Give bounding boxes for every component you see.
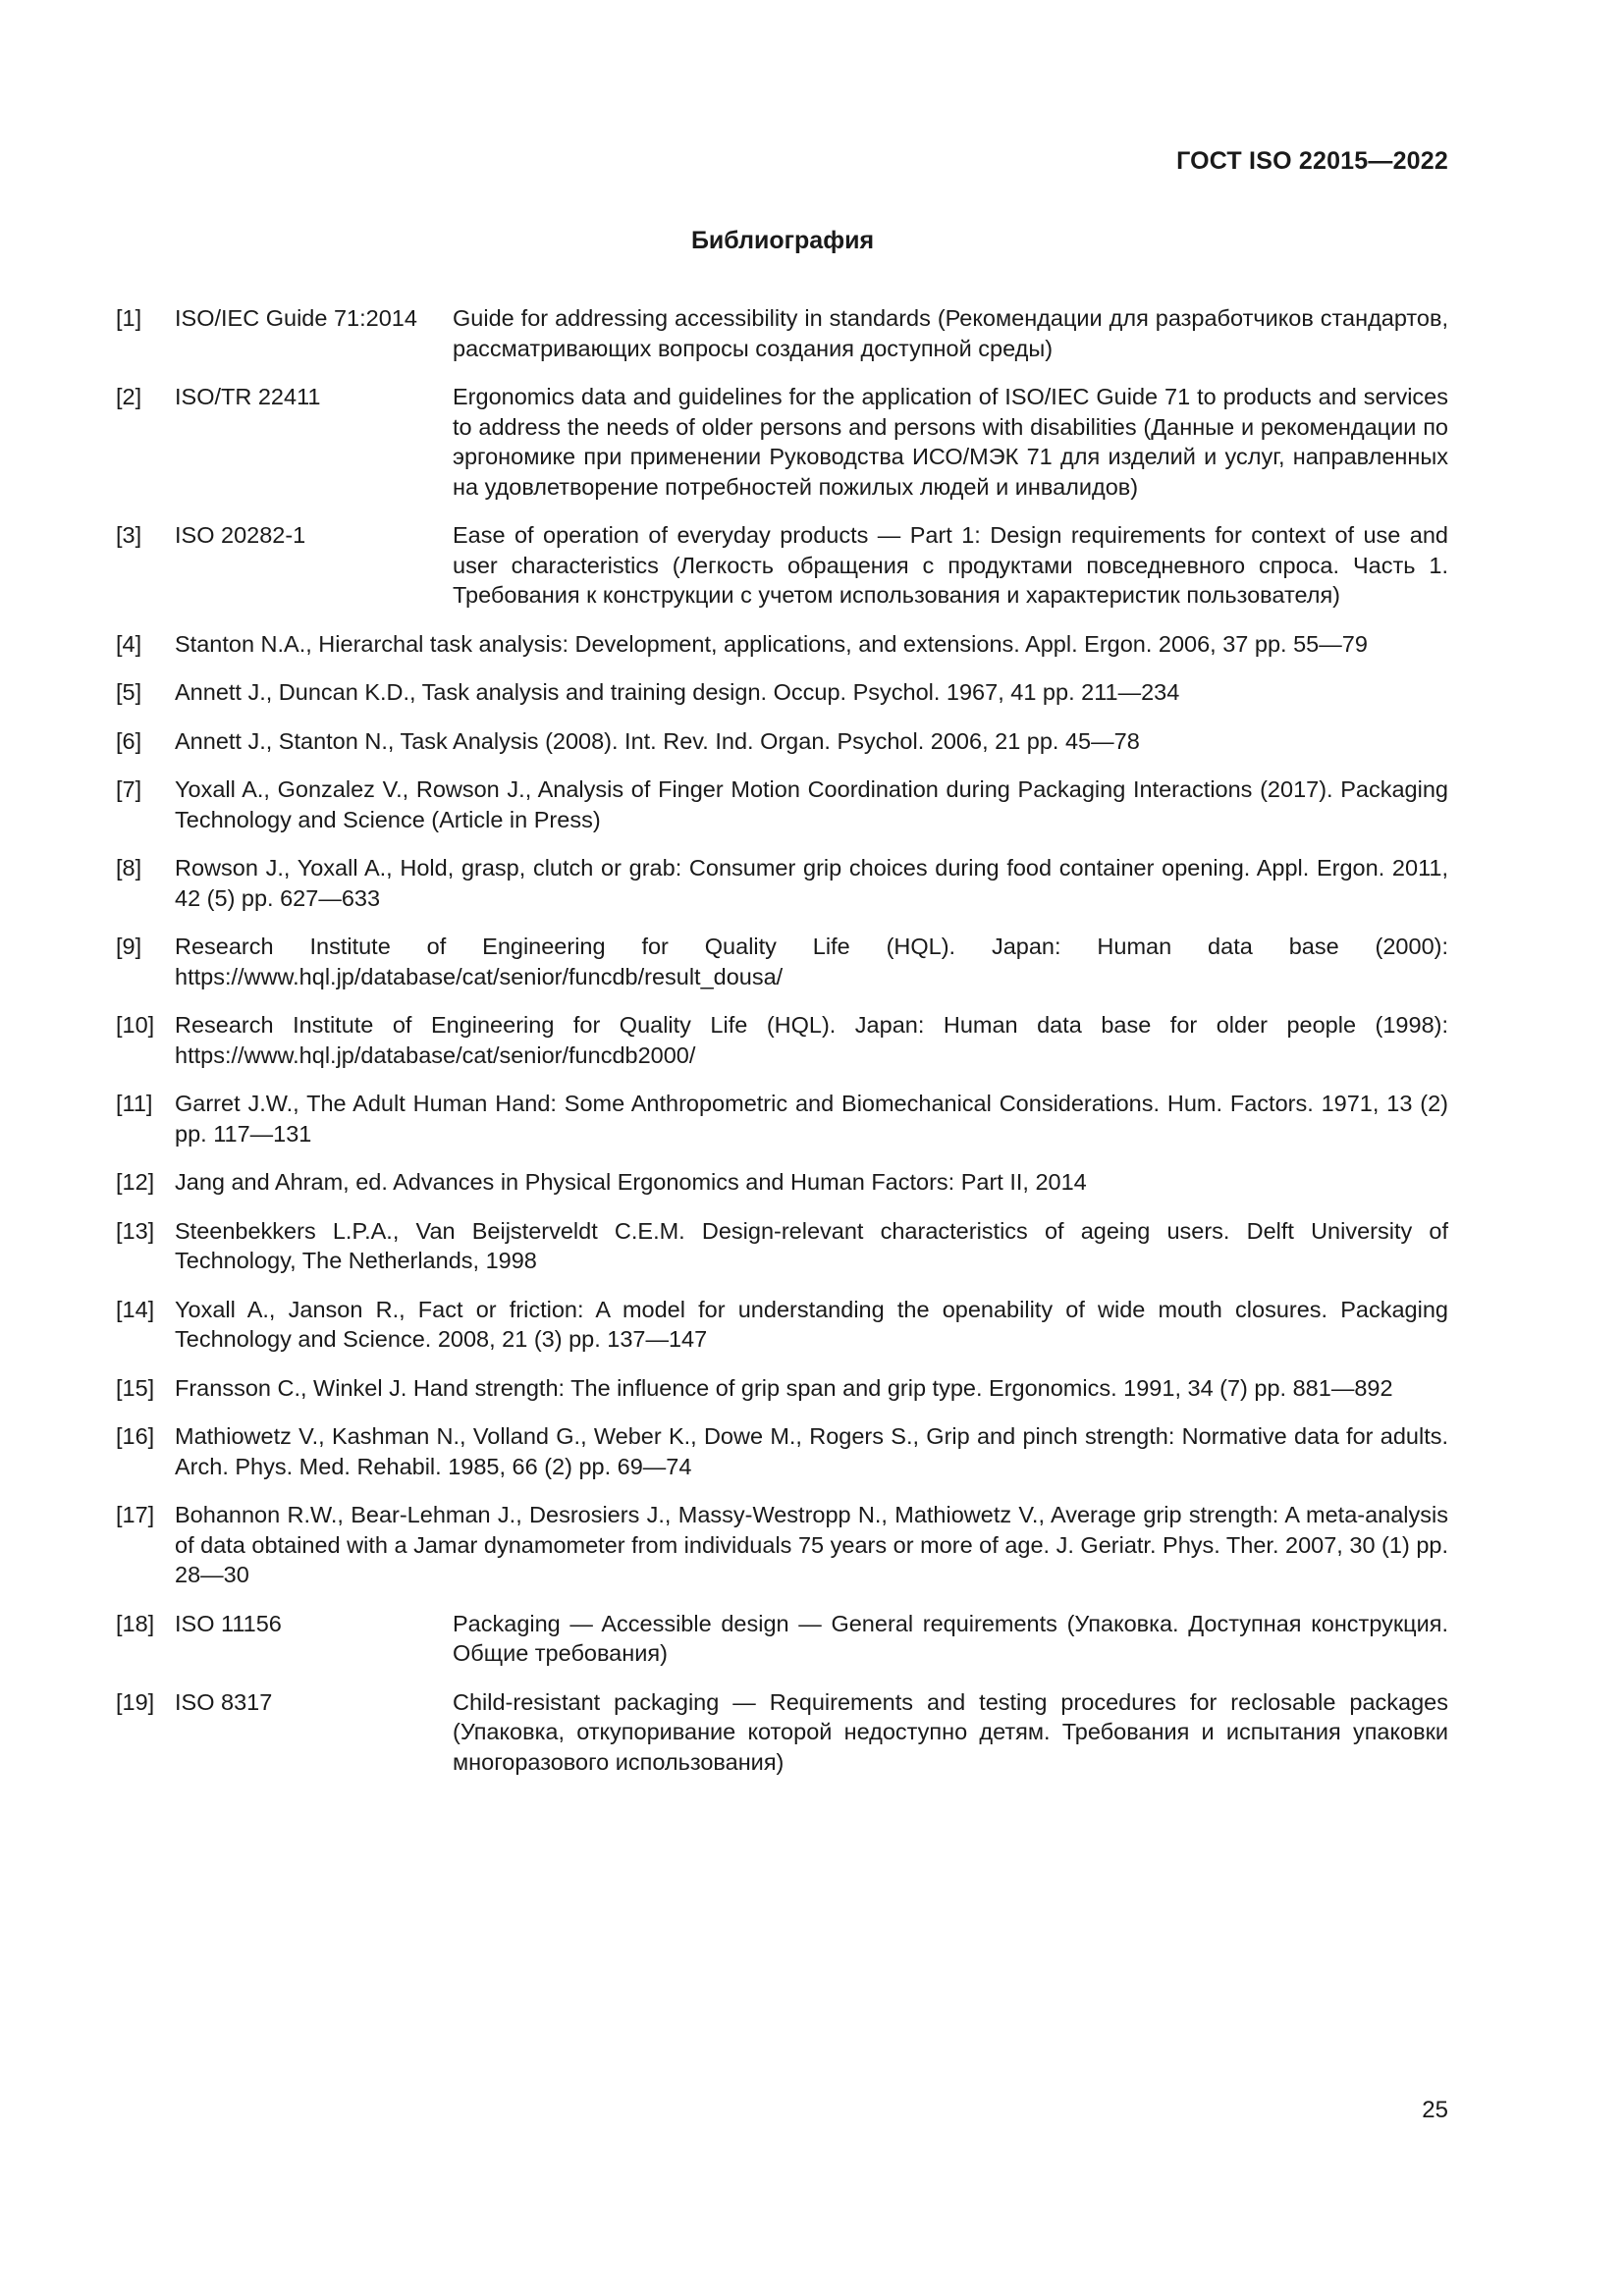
entry-citation: Rowson J., Yoxall A., Hold, grasp, clutch or grab: Consumer grip choices during food container opening. Appl. Ergon. 2011, 42 (5) pp. 627—633 (175, 855, 1448, 911)
entry-number: [7] (116, 776, 142, 802)
bibliography-entry (116, 1500, 1448, 1590)
entry-citation: Annett J., Duncan K.D., Task analysis and training design. Occup. Psychol. 1967, 41 pp. 211—234 (175, 679, 1180, 705)
bibliography-list (116, 303, 1448, 1795)
bibliography-entry (116, 382, 1448, 502)
entry-citation: Bohannon R.W., Bear-Lehman J., Desrosiers J., Massy-Westropp N., Mathiowetz V., Average grip strength: A meta-analysis of data obtained with a Jamar dynamometer from individuals 75 years or more of age. J. Geriatr. Phys. Ther. 2007, 30 (1) pp. 28—30 (175, 1502, 1448, 1587)
bibliography-entry (116, 1010, 1448, 1070)
entry-citation: Annett J., Stanton N., Task Analysis (2008). Int. Rev. Ind. Organ. Psychol. 2006, 21 pp. 45—78 (175, 727, 1140, 754)
entry-number: [13] (116, 1217, 155, 1244)
entry-number: [3] (116, 522, 142, 548)
bibliography-entry (116, 1609, 1448, 1669)
bibliography-entry (116, 726, 1448, 757)
entry-number: [19] (116, 1688, 155, 1715)
entry-citation: Fransson C., Winkel J. Hand strength: The influence of grip span and grip type. Ergonomics. 1991, 34 (7) pp. 881—892 (175, 1374, 1393, 1401)
entry-citation: Jang and Ahram, ed. Advances in Physical Ergonomics and Human Factors: Part II, 2014 (175, 1169, 1087, 1195)
standard-designation: ГОСТ ISO 22015—2022 (1176, 147, 1448, 175)
entry-description: Ease of operation of everyday products — Part 1: Design requirements for context of use and user characteristics (Легкость обращения с продуктами повседневного спроса. Часть 1. Требования к конструкции с учетом использования и характеристик пользователя) (453, 522, 1448, 608)
entry-number: [9] (116, 934, 142, 959)
entry-number: [8] (116, 855, 142, 881)
entry-number: [4] (116, 630, 142, 657)
bibliography-entry (116, 1687, 1448, 1778)
entry-number: [10] (116, 1012, 155, 1038)
entry-citation: Steenbekkers L.P.A., Van Beijsterveldt C.E.M. Design-relevant characteristics of ageing users. Delft University of Technology, The Netherlands, 1998 (175, 1217, 1448, 1273)
entry-number: [6] (116, 727, 142, 754)
entry-description: Guide for addressing accessibility in standards (Рекомендации для разработчиков стандартов, рассматривающих вопросы создания доступной среды) (453, 305, 1448, 361)
entry-description: Child-resistant packaging — Requirements and testing procedures for reclosable packages (Упаковка, откупоривание которой недоступно детям. Требования и испытания упаковки многоразового использования) (453, 1688, 1448, 1775)
entry-number: [5] (116, 679, 142, 705)
entry-standard-code: ISO 20282-1 (175, 522, 306, 548)
bibliography-entry (116, 1373, 1448, 1404)
entry-number: [16] (116, 1423, 155, 1449)
entry-citation: Stanton N.A., Hierarchal task analysis: Development, applications, and extensions. Appl. Ergon. 2006, 37 pp. 55—79 (175, 630, 1368, 657)
entry-citation: Yoxall A., Janson R., Fact or friction: A model for understanding the openability of wide mouth closures. Packaging Technology and Science. 2008, 21 (3) pp. 137—147 (175, 1296, 1448, 1352)
entry-standard-code: ISO 11156 (175, 1610, 282, 1636)
bibliography-entry (116, 629, 1448, 660)
entry-number: [2] (116, 384, 142, 409)
entry-citation: Research Institute of Engineering for Quality Life (HQL). Japan: Human data base for older people (1998): https://www.hql.jp/database/cat/senior/funcdb2000/ (175, 1012, 1448, 1068)
entry-number: [18] (116, 1610, 155, 1636)
section-title: Библиография (690, 227, 875, 254)
entry-number: [17] (116, 1502, 155, 1527)
entry-number: [1] (116, 305, 142, 331)
bibliography-entry (116, 1167, 1448, 1198)
entry-number: [15] (116, 1374, 155, 1401)
entry-number: [11] (116, 1091, 153, 1116)
entry-standard-code: ISO/IEC Guide 71:2014 (175, 305, 417, 331)
entry-citation: Mathiowetz V., Kashman N., Volland G., Weber K., Dowe M., Rogers S., Grip and pinch strength: Normative data for adults. Arch. Phys. Med. Rehabil. 1985, 66 (2) pp. 69—74 (175, 1423, 1448, 1479)
entry-standard-code: ISO/TR 22411 (175, 384, 321, 409)
entry-number: [12] (116, 1169, 155, 1195)
bibliography-entry (116, 932, 1448, 991)
bibliography-entry (116, 1216, 1448, 1276)
entry-citation: Garret J.W., The Adult Human Hand: Some Anthropometric and Biomechanical Considerations. Hum. Factors. 1971, 13 (2) pp. 117—131 (175, 1091, 1448, 1147)
bibliography-entry (116, 774, 1448, 834)
entry-citation: Research Institute of Engineering for Quality Life (HQL). Japan: Human data base (2000): https://www.hql.jp/database/cat/senior/funcdb/result_dousa/ (175, 934, 1448, 989)
bibliography-entry (116, 853, 1448, 913)
entry-description: Packaging — Accessible design — General requirements (Упаковка. Доступная конструкция. Общие требования) (453, 1610, 1448, 1666)
bibliography-entry (116, 1089, 1448, 1148)
entry-description: Ergonomics data and guidelines for the application of ISO/IEC Guide 71 to products and services to address the needs of older persons and persons with disabilities (Данные и рекомендации по эргономике при применении Руководства ИСО/МЭК 71 для изделий и услуг, направленных на удовлетворение потребностей пожилых людей и инвалидов) (453, 384, 1448, 500)
entry-standard-code: ISO 8317 (175, 1688, 273, 1715)
bibliography-entry (116, 303, 1448, 363)
entry-citation: Yoxall A., Gonzalez V., Rowson J., Analysis of Finger Motion Coordination during Packaging Interactions (2017). Packaging Technology and Science (Article in Press) (175, 776, 1448, 832)
bibliography-entry (116, 1421, 1448, 1481)
bibliography-entry (116, 1295, 1448, 1355)
page-number: 25 (1422, 2097, 1448, 2123)
bibliography-entry (116, 520, 1448, 611)
entry-number: [14] (116, 1296, 155, 1322)
bibliography-entry (116, 677, 1448, 708)
